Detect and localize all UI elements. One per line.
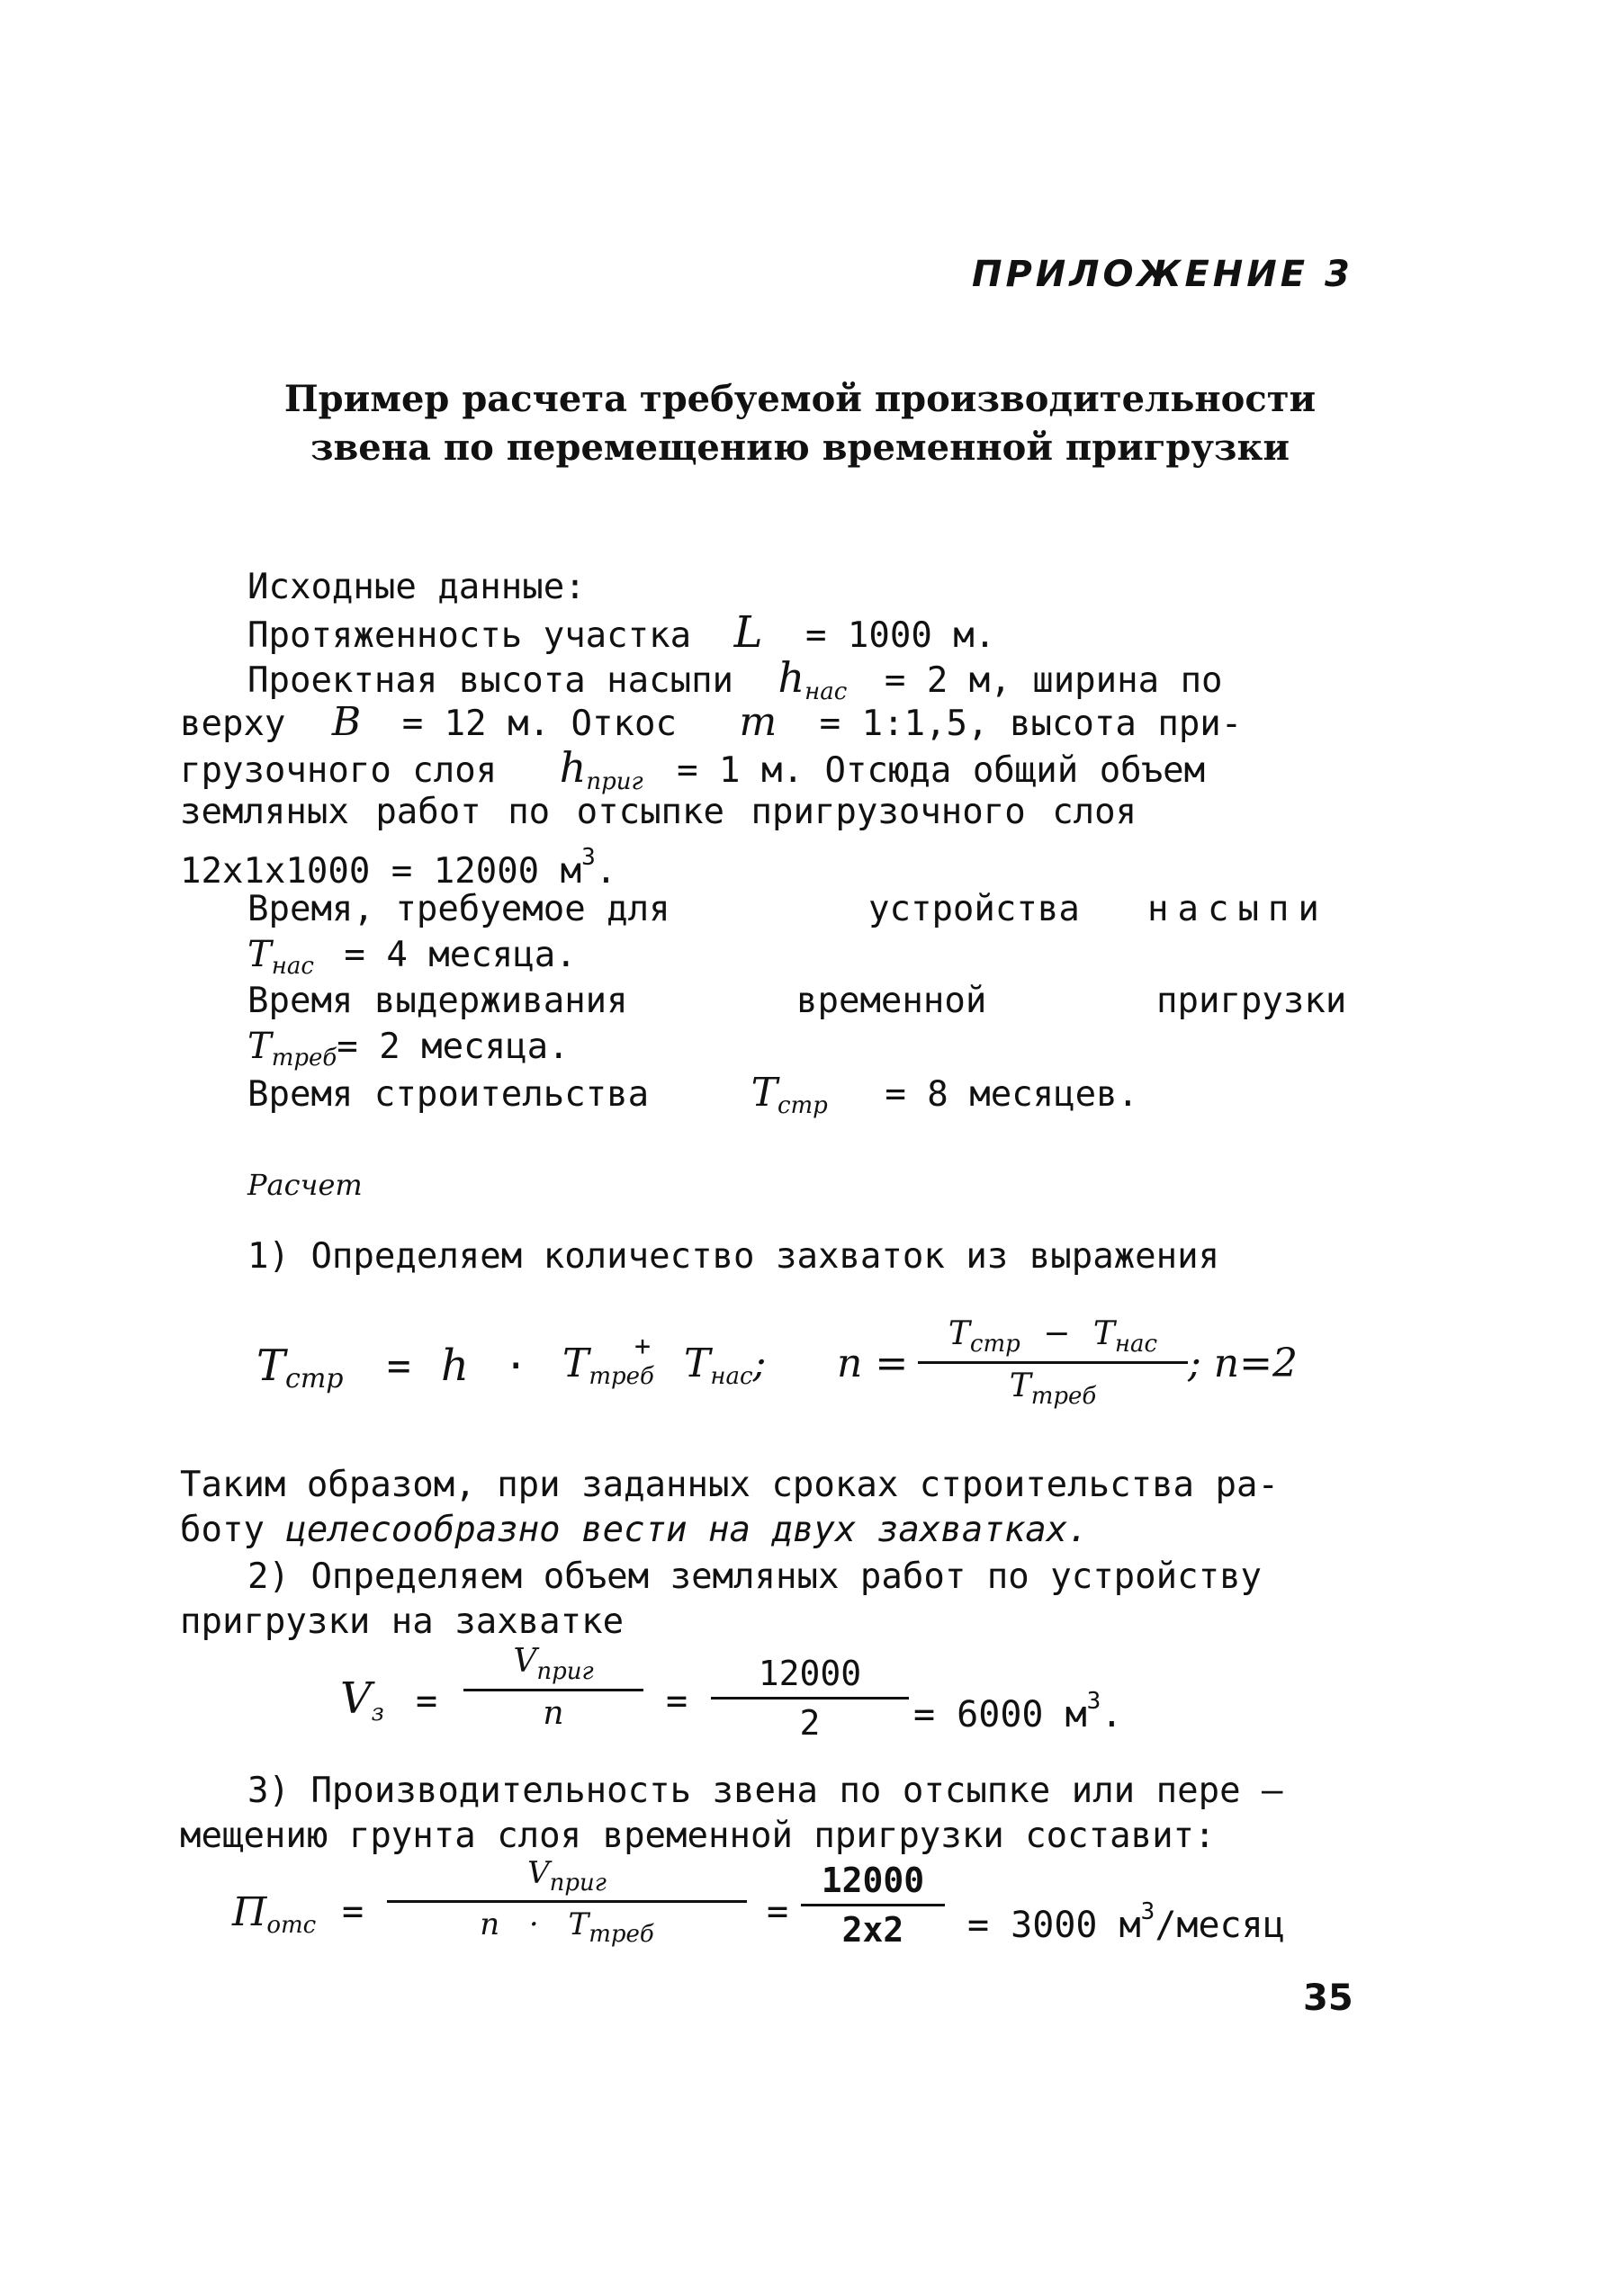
formula2-fraction	[463, 1643, 643, 1732]
length-prefix: Протяженность участка	[247, 615, 692, 656]
title-line-1: Пример расчета требуемой производительности	[283, 378, 1317, 420]
formula1-lhs	[256, 1341, 343, 1395]
time-build-sub: стр	[777, 1092, 828, 1119]
params-l1-sub: нас	[804, 678, 848, 705]
formula1-num2-sub: нас	[1114, 1331, 1158, 1358]
formula3-lhs-symbol: П	[232, 1889, 267, 1935]
formula1-bar	[918, 1361, 1188, 1364]
formula1-lhs-symbol: T	[256, 1341, 286, 1391]
formula3-bar	[387, 1900, 747, 1903]
formula3-result-end: /месяц	[1155, 1905, 1285, 1946]
formula2-result-text: = 6000 м	[913, 1694, 1087, 1735]
formula1-num2-symbol: T	[1092, 1315, 1115, 1352]
formula2-num-sub: приг	[536, 1658, 594, 1685]
params-l2-symbol: B	[331, 699, 362, 745]
formula2-lhs	[340, 1673, 384, 1726]
formula1-t1-symbol: T	[562, 1341, 589, 1386]
conclusion-line-2	[180, 1508, 1089, 1553]
params-l1-prefix: Проектная высота насыпи	[247, 660, 734, 701]
appendix-label: ПРИЛОЖЕНИЕ 3	[972, 254, 1353, 295]
calc-heading: Расчет	[247, 1168, 363, 1202]
formula2-result	[913, 1679, 1122, 1737]
step3-line-1: 3) Производительность звена по отсыпке или пере –	[247, 1771, 1283, 1811]
formula1-t2-symbol: T	[684, 1341, 711, 1386]
params-line-4: земляных работ по отсыпке пригрузочного слоя	[180, 792, 1137, 832]
params-l1-rest: = 2 м, ширина по	[884, 660, 1223, 701]
time-embankment-value: = 4 месяца.	[344, 935, 577, 975]
conclusion-l2-italic: целесообразно вести на двух захватках.	[285, 1510, 1089, 1550]
params-line-5	[180, 835, 616, 894]
formula3-num-sub: приг	[549, 1870, 607, 1897]
formula1-den-sub: треб	[1030, 1383, 1097, 1410]
conclusion-line-1: Таким образом, при заданных сроках строительства ра-	[180, 1465, 1279, 1505]
formula3-den-a: n	[480, 1906, 500, 1942]
step2-line-1: 2) Определяем объем земляных работ по устройству	[247, 1556, 1263, 1597]
time-embankment-line-1	[247, 887, 1345, 932]
params-l5-sup: 3	[581, 844, 596, 871]
formula1-lhs-sub: стр	[285, 1363, 344, 1395]
time-embankment-prefix: Время, требуемое для	[247, 889, 670, 929]
params-l3-rest: = 1 м. Отсюда общий объем	[677, 750, 1206, 791]
formula3-bar2	[801, 1904, 945, 1906]
formula2-num2: 12000	[758, 1654, 862, 1693]
formula1-t2-sub: нас	[710, 1363, 753, 1390]
params-l3-symbol: h	[559, 743, 587, 792]
formula3-den-b-sub: треб	[589, 1921, 654, 1948]
formula1-plus: +	[634, 1331, 652, 1362]
params-line-2	[180, 700, 1242, 747]
time-hold-line-1	[247, 979, 1363, 1024]
formula3-eq2: =	[767, 1891, 789, 1933]
formula2-eq: =	[416, 1681, 438, 1722]
length-line	[247, 607, 996, 659]
formula3-fraction2	[801, 1861, 945, 1950]
formula1-numerator	[918, 1315, 1188, 1358]
time-hold-prefix: Время выдерживания	[247, 981, 628, 1021]
formula3-num-symbol: V	[527, 1855, 550, 1891]
formula1-t2	[684, 1341, 766, 1390]
step2-line-2: пригрузки на захватке	[180, 1601, 625, 1642]
time-hold-mid: временной	[796, 981, 987, 1021]
page-number: 35	[1303, 1978, 1353, 2019]
formula1-n: h	[441, 1341, 469, 1391]
formula1-num-symbol: T	[948, 1315, 970, 1352]
formula3-result	[967, 1889, 1285, 1948]
formula2-lhs-symbol: V	[340, 1673, 372, 1724]
formula3-num2: 12000	[821, 1861, 925, 1900]
params-l5-end: .	[595, 851, 617, 892]
step1-text: 1) Определяем количество захваток из выражения	[247, 1236, 1220, 1277]
formula2-result-sup: 3	[1086, 1688, 1101, 1715]
params-l5: 12x1x1000 = 12000 м	[180, 851, 582, 892]
formula2-den2: 2	[799, 1703, 821, 1743]
time-build-line	[247, 1071, 1138, 1128]
length-symbol: L	[733, 607, 763, 658]
time-embankment-end: насыпи	[1147, 889, 1328, 929]
time-build-prefix: Время строительства	[247, 1074, 650, 1115]
formula2-numerator	[463, 1643, 643, 1685]
formula3-eq: =	[342, 1891, 364, 1933]
formula1-minus: −	[1043, 1315, 1071, 1352]
formula1-dot: ·	[504, 1343, 528, 1389]
formula3-denominator	[387, 1906, 747, 1948]
formula1-den-symbol: T	[1009, 1368, 1031, 1404]
formula1-semi: ;	[752, 1341, 767, 1386]
formula3-result-text: = 3000 м	[967, 1905, 1141, 1946]
formula2-eq2: =	[666, 1681, 688, 1722]
params-l3-sub: приг	[586, 768, 643, 795]
formula1-n2: n =	[837, 1341, 909, 1386]
formula1-eq: =	[387, 1343, 411, 1389]
time-embankment-symbol: T	[247, 934, 272, 975]
formula3-numerator	[387, 1855, 747, 1897]
formula3-den-dot: ·	[528, 1906, 539, 1942]
time-hold-sub: треб	[271, 1045, 337, 1072]
formula1-result: ; n=2	[1188, 1341, 1299, 1386]
formula2-fraction2	[711, 1654, 909, 1743]
params-l2-prefix: верху	[180, 704, 286, 744]
formula2-bar2	[711, 1697, 909, 1700]
params-l2-mid: = 12 м. Откос	[401, 704, 677, 744]
length-value: = 1000 м.	[804, 615, 996, 656]
params-l1-symbol: h	[778, 653, 805, 702]
formula1-t1-sub: треб	[589, 1363, 654, 1390]
formula2-lhs-sub: з	[371, 1700, 384, 1726]
formula3-lhs	[232, 1889, 316, 1939]
formula1-denominator	[918, 1368, 1188, 1410]
time-build-value: = 8 месяцев.	[885, 1074, 1139, 1115]
time-build-symbol: T	[751, 1070, 778, 1116]
time-embankment-mid: устройства	[868, 889, 1080, 929]
time-hold-symbol: T	[247, 1026, 272, 1067]
params-l3-prefix: грузочного слоя	[180, 750, 498, 791]
time-hold-end: пригрузки	[1156, 981, 1347, 1021]
input-heading: Исходные данные:	[247, 567, 586, 607]
time-hold-value: = 2 месяца.	[337, 1027, 570, 1067]
step3-line-2: мещению грунта слоя временной пригрузки составит:	[180, 1816, 1216, 1856]
formula1-fraction	[918, 1315, 1188, 1410]
formula2-result-end: .	[1101, 1694, 1123, 1735]
formula2-denominator: n	[543, 1695, 564, 1732]
formula3-den-b: T	[568, 1906, 589, 1942]
formula3-fraction	[387, 1855, 747, 1948]
formula3-den2: 2x2	[841, 1910, 904, 1950]
params-l2-symbol2: m	[739, 699, 778, 745]
formula2-num-symbol: V	[513, 1643, 537, 1680]
params-l2-rest: = 1:1,5, высота при-	[819, 704, 1243, 744]
conclusion-l2-prefix: боту	[180, 1510, 265, 1550]
title-line-2: звена по перемещению временной пригрузки	[310, 426, 1290, 469]
formula1-num-sub: стр	[969, 1331, 1020, 1358]
formula2-bar	[463, 1689, 643, 1691]
time-embankment-sub: нас	[271, 953, 314, 980]
formula3-result-sup: 3	[1140, 1898, 1155, 1925]
formula3-lhs-sub: отс	[266, 1912, 317, 1939]
